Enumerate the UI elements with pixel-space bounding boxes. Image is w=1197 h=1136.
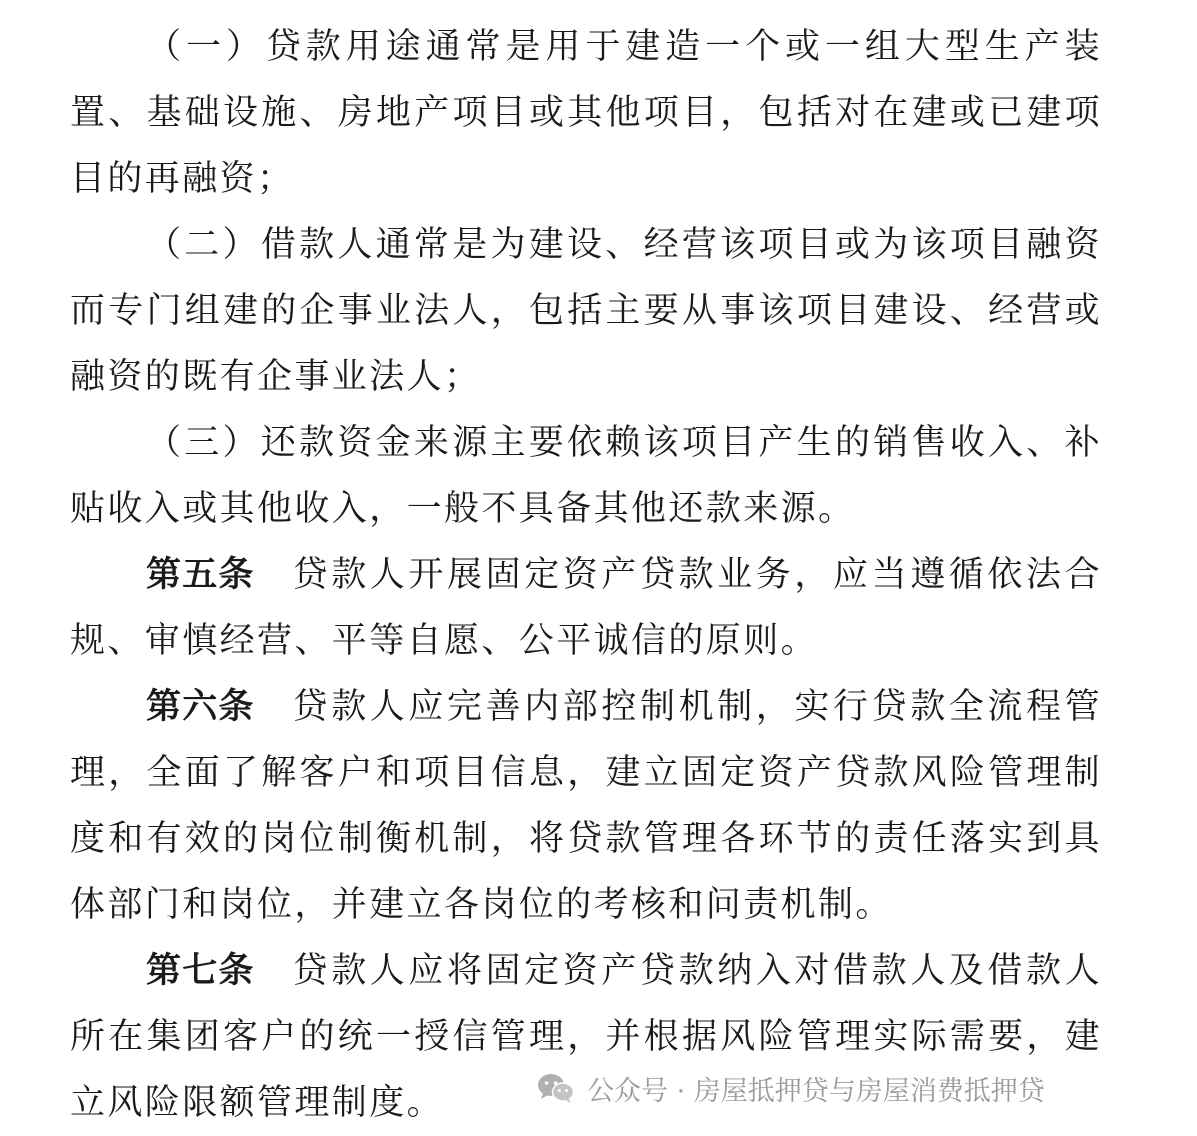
document-body <box>70 14 1102 1136</box>
article-heading: 第七条 <box>146 951 255 991</box>
paragraph-item-2 <box>70 212 1102 410</box>
article-text: 贷款人开展固定资产贷款业务，应当遵循依法合规、审慎经营、平等自愿、公平诚信的原则。 <box>70 555 1102 661</box>
paragraph-item-1 <box>70 14 1102 212</box>
watermark-text: 公众号 · 房屋抵押贷与房屋消费抵押贷 <box>587 1075 1045 1107</box>
paragraph-text: （一）贷款用途通常是用于建造一个或一组大型生产装置、基础设施、房地产项目或其他项目，包括对在建或已建项目的再融资； <box>70 27 1102 199</box>
article-heading: 第五条 <box>146 555 255 595</box>
paragraph-item-3 <box>70 410 1102 542</box>
paragraph-text: （三）还款资金来源主要依赖该项目产生的销售收入、补贴收入或其他收入，一般不具备其他还款来源。 <box>70 423 1102 529</box>
wechat-icon <box>537 1072 575 1104</box>
article-5 <box>70 542 1102 674</box>
article-text: 贷款人应完善内部控制机制，实行贷款全流程管理，全面了解客户和项目信息，建立固定资产贷款风险管理制度和有效的岗位制衡机制，将贷款管理各环节的责任落实到具体部门和岗位，并建立各岗位的考核和问责机制。 <box>70 687 1102 925</box>
article-text: 贷款人应将固定资产贷款纳入对借款人及借款人所在集团客户的统一授信管理，并根据风险管理实际需要，建立风险限额管理制度。 <box>70 951 1102 1123</box>
paragraph-text: （二）借款人通常是为建设、经营该项目或为该项目融资而专门组建的企事业法人，包括主要从事该项目建设、经营或融资的既有企事业法人； <box>70 225 1102 397</box>
article-6 <box>70 674 1102 938</box>
article-heading: 第六条 <box>146 687 255 727</box>
wechat-watermark <box>537 1068 1045 1108</box>
